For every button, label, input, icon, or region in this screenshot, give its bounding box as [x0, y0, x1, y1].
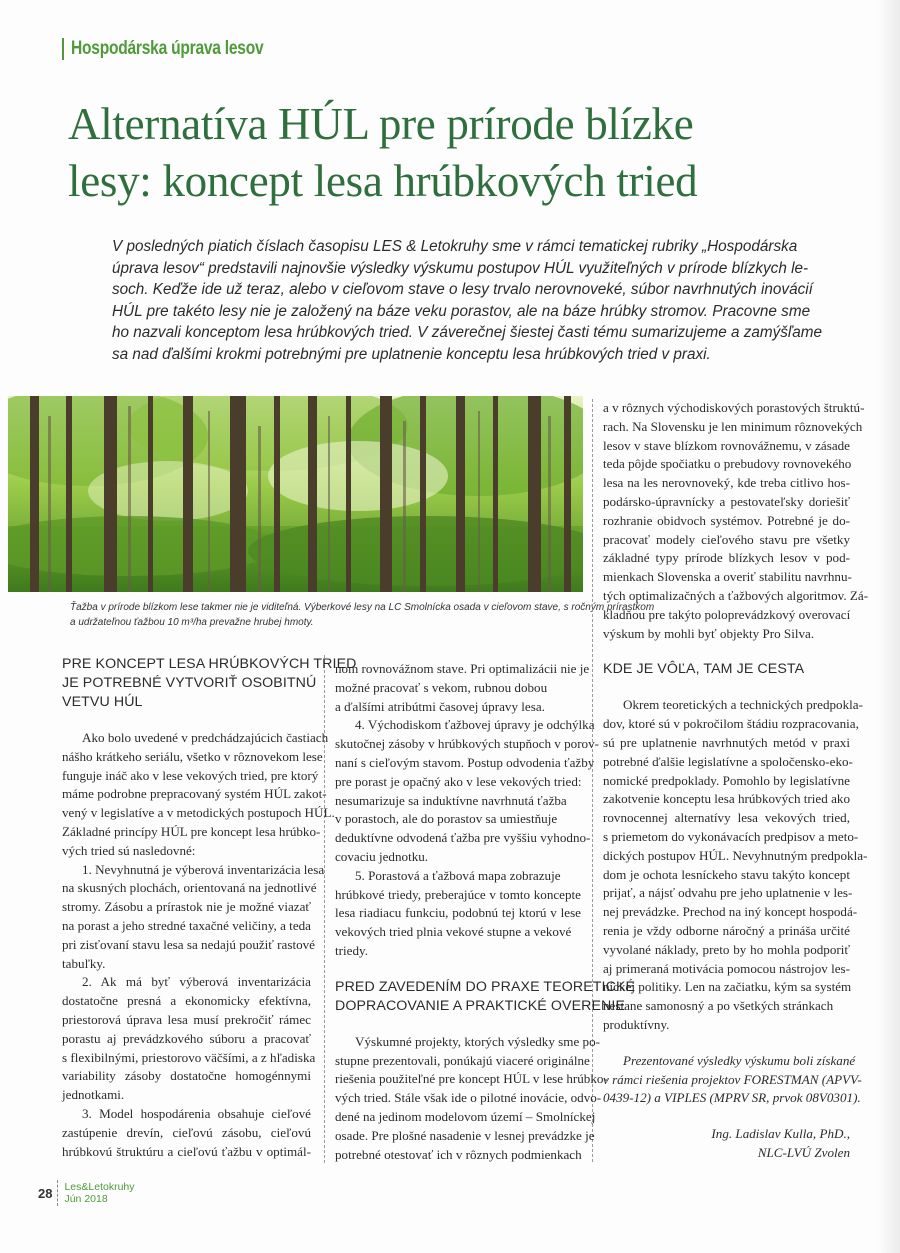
- text-line: nomické predpoklady. Pomohlo by legislatívne: [603, 772, 850, 788]
- paragraph: [603, 696, 868, 1034]
- text-line: skutočnej zásoby v hrúbkových stupňoch v porov-: [335, 736, 600, 752]
- paragraph: [335, 716, 600, 866]
- heading-line: KDE JE VÔĽA, TAM JE CESTA: [603, 661, 805, 678]
- text-line: v porastoch, ale do porastov sa umiestňuje: [335, 811, 558, 827]
- rubric-label: [62, 36, 306, 62]
- lead-line: ho nazvali konceptom lesa hrúbkových tried. V záverečnej šiestej časti tému sumarizujeme a zamýšľame: [112, 324, 822, 341]
- text-line: rach. Na Slovensku je len minimum rôznovekých: [603, 418, 863, 434]
- text-line: aj primeraná motivácia pomocou nástrojov les-: [603, 960, 850, 976]
- text-line: s priemetom do vykonávacích predpisov a meto-: [603, 828, 859, 844]
- lead-line: V posledných piatich číslach časopisu LES & Letokruhy sme v rámci tematickej rubriky „Hospodárska: [112, 238, 798, 255]
- page-footer: [38, 1180, 135, 1206]
- text-line: dov, ktoré sú v pokročilom štádiu rozpracovania,: [603, 716, 859, 732]
- spacer: [62, 712, 311, 729]
- paragraph: [62, 861, 325, 974]
- photo-caption: [70, 600, 655, 630]
- text-line: 5. Porastová a ťažbová mapa zobrazuje: [355, 867, 561, 883]
- text-line: na skusných plochách, orientovaná na jednotlivé: [62, 880, 317, 896]
- caption-line: a udržateľnou ťažbou 10 m³/ha prevažne hrubej hmoty.: [70, 617, 314, 628]
- text-line: a ďalšími atribútmi časovej úpravy lesa.: [335, 698, 545, 714]
- text-line: porastu aj prevádzkového súboru a pracovať: [62, 1030, 311, 1046]
- spacer: [335, 961, 581, 978]
- spacer: [603, 643, 850, 660]
- text-line: hrúbkové triedy, preberajúce v tomto koncepte: [335, 886, 581, 902]
- text-line: základné typy prírode blízkych lesov v pod-: [603, 550, 850, 566]
- author-affiliation: NLC-LVÚ Zvolen: [757, 1144, 850, 1160]
- paragraph: [62, 1105, 311, 1161]
- text-line: pre porast je opačný ako v lese vekových tried:: [335, 773, 582, 789]
- text-line: lesa na les nerovnoveký, kde treba citlivo hos-: [603, 475, 850, 491]
- text-line: možné pracovať s vekom, rubnou dobou: [335, 679, 548, 695]
- text-line: zakotvenie konceptu lesa hrúbkových tried ako: [603, 791, 850, 807]
- funding-note: [603, 1052, 862, 1108]
- text-line: na porast a jeho stredné taxačné veličiny, a teda: [62, 917, 311, 933]
- caption-line: Ťažba v prírode blízkom lese takmer nie je viditeľná. Výberkové lesy na LC Smolnícka osada v cieľovom stave, s ročným prírastkom: [70, 602, 655, 613]
- rubric-text: Hospodárska úprava lesov: [71, 38, 264, 59]
- lead-line: úprava lesov“ predstavili najnovšie výsledky výskumu postupov HÚL využiteľných v prírode blízkych le-: [112, 259, 809, 277]
- spacer: [335, 1016, 581, 1033]
- text-line: produktívny.: [603, 1016, 670, 1032]
- lead-line: sa nad ďalšími krokmi potrebnými pre uplatnenie konceptu lesa hrúbkových tried v praxi.: [112, 345, 711, 363]
- text-line: mienkach Slovenska a overiť stabilitu navrhnu-: [603, 569, 852, 585]
- text-line: nom rovnovážnom stave. Pri optimalizácii nie je: [335, 661, 590, 676]
- author-name: Ing. Ladislav Kulla, PhD.,: [711, 1126, 850, 1142]
- text-line: dené na jedinom modelovom území – Smolníckej: [335, 1108, 596, 1124]
- paragraph: [603, 399, 869, 643]
- text-line: vený v legislatíve a v metodických postupoch HÚL.: [62, 805, 335, 821]
- magazine-name: Les&Letokruhy: [64, 1181, 135, 1193]
- text-line: jednotkami.: [62, 1087, 125, 1103]
- text-column-2: [335, 660, 636, 1164]
- text-line: 0439-12) a VIPLES (MPRV SR, prvok 08V0301).: [603, 1090, 861, 1106]
- text-line: covaciu jednotku.: [335, 848, 429, 864]
- text-line: osade. Pre plošné nasadenie v lesnej prevádzke je: [335, 1127, 595, 1143]
- text-line: zastúpenie drevín, cieľovú zásobu, cieľovú: [62, 1124, 311, 1140]
- text-line: hrúbkovú štruktúru a cieľovú ťažbu v optimál-: [62, 1143, 311, 1159]
- text-line: pri zisťovaní stavu lesa sa nedajú použiť rastové: [62, 936, 315, 952]
- text-line: s flexibilnými, priestorovo väčšími, a z hľadiska: [62, 1049, 316, 1065]
- lead-line: HÚL pre takéto lesy nie je založený na báze veku porastov, ale na báze hrúbky stromov. Pracovne sme: [112, 302, 811, 320]
- text-line: priestorová úprava lesa musí prekročiť rámec: [62, 1011, 311, 1027]
- text-line: riešenia použiteľné pre koncept HÚL v lese hrúbko-: [335, 1071, 608, 1087]
- text-line: Výskumné projekty, ktorých výsledky sme po-: [355, 1033, 600, 1049]
- heading-line: DOPRACOVANIE A PRAKTICKÉ OVERENIE: [335, 997, 626, 1014]
- text-line: podársko-úpravnícky a pestovateľsky doriešiť: [603, 493, 850, 509]
- paragraph: [335, 867, 581, 961]
- text-line: dických postupov HÚL. Nevyhnutným predpokla-: [603, 847, 868, 863]
- text-line: níckej politiky. Len na začiatku, kým sa systém: [603, 979, 852, 995]
- section-heading: [603, 660, 850, 679]
- text-line: pracovať modely cieľového stavu pre všetky: [603, 531, 850, 547]
- text-line: Prezentované výsledky výskumu boli získané: [623, 1052, 856, 1068]
- title-line: Alternatíva HÚL pre prírode blízke: [68, 99, 694, 149]
- text-line: vekových tried plnia vekové stupne a vekové: [335, 924, 572, 940]
- footer-divider: [57, 1180, 59, 1206]
- spacer: [603, 1035, 850, 1052]
- text-line: Základné princípy HÚL pre koncept lesa hrúbko-: [62, 823, 321, 839]
- text-line: a v rôznych východiskových porastových štruktú-: [603, 400, 865, 415]
- forest-photo-illustration: [8, 396, 583, 592]
- text-line: 1. Nevyhnutná je výberová inventarizácia lesa: [82, 861, 325, 877]
- page-edge-shadow: [878, 0, 900, 1253]
- text-line: nesumarizuje sa induktívne navrhnutá ťažba: [335, 792, 567, 808]
- text-line: 4. Východiskom ťažbovej úpravy je odchýlka: [355, 717, 595, 733]
- text-line: vých tried sú nasledovné:: [62, 842, 196, 858]
- text-line: renia je vždy odborne náročný a prináša určité: [603, 922, 850, 938]
- author-signature: [603, 1125, 850, 1163]
- text-line: vých tried. Stále však ide o pilotné inovácie, odvo-: [335, 1090, 602, 1106]
- issue-date: Jún 2018: [64, 1193, 108, 1205]
- text-line: nestane samonosný a po všetkých stránkach: [603, 998, 834, 1014]
- spacer: [603, 679, 850, 696]
- text-line: tých optimalizačných a ťažbových algoritmov. Zá-: [603, 587, 869, 603]
- text-line: rozhranie obidvoch systémov. Potrebné je do-: [603, 512, 850, 528]
- paragraph: [335, 660, 590, 716]
- heading-line: VETVU HÚL: [62, 694, 143, 710]
- text-line: sú pre uplatnenie navrhnutých metód v praxi: [603, 734, 850, 750]
- text-line: lesa riadiacu funkciu, podobnú tej ktorú v lese: [335, 905, 581, 921]
- text-line: funguje ináč ako v lese vekových tried, pre ktorý: [62, 767, 319, 783]
- text-line: 2. Ak má byť výberová inventarizácia: [82, 974, 311, 990]
- lead-paragraph: [112, 236, 822, 365]
- text-line: rovnocennej alternatívy lesa vekových tried,: [603, 810, 850, 826]
- text-line: nášho krátkeho seriálu, všetko v rôznovekom lese: [62, 748, 323, 764]
- text-line: Okrem teoretických a technických predpokla-: [623, 697, 863, 713]
- text-line: Ako bolo uvedené v predchádzajúcich častiach: [82, 730, 329, 745]
- paragraph: [62, 729, 335, 861]
- rubric-bar: [62, 38, 64, 60]
- text-line: dostatočne presná a ekonomicky efektívna,: [62, 993, 311, 1009]
- text-line: 3. Model hospodárenia obsahuje cieľové: [82, 1105, 311, 1121]
- text-line: lesov v stave blízkom rovnovážnemu, v zásade: [603, 437, 850, 453]
- text-line: tabuľky.: [62, 955, 106, 971]
- text-line: triedy.: [335, 942, 368, 958]
- text-line: máme podrobne prepracovaný systém HÚL zakot-: [62, 786, 327, 802]
- text-line: stupne prezentovali, ponúkajú viaceré originálne: [335, 1052, 590, 1068]
- section-heading: [62, 655, 357, 712]
- text-line: potrebné otestovať ich v rôznych podmienkach: [335, 1146, 582, 1162]
- text-line: stromy. Zásobu a prírastok nie je možné viazať: [62, 899, 311, 915]
- lead-line: soch. Keďže ide už teraz, alebo v cieľovom stave o lesy trvalo nerovnoveké, súbor navrhnutých inovácií: [112, 281, 813, 298]
- paragraph: [335, 1033, 608, 1165]
- section-heading: [335, 978, 636, 1016]
- text-line: deduktívne odvodená ťažba pre vyššiu vyhodno-: [335, 830, 591, 846]
- heading-line: PRED ZAVEDENÍM DO PRAXE TEORETICKÉ: [335, 978, 636, 995]
- article-title: [68, 96, 868, 210]
- text-line: variability zásoby dostatočne homogénnymi: [62, 1068, 311, 1084]
- text-line: výskum by mohli byť objekty Pro Silva.: [603, 625, 815, 641]
- forest-photo: [8, 396, 583, 592]
- heading-line: JE POTREBNÉ VYTVORIŤ OSOBITNÚ: [62, 675, 317, 691]
- text-line: teda pôjde spočiatku o prebudovy rovnovekého: [603, 456, 852, 472]
- text-line: potrebné ďalšie legislatívne a spoločensko-eko-: [603, 753, 853, 769]
- page-number: 28: [38, 1185, 53, 1201]
- text-line: nej prevádzke. Prechod na iný koncept hospodá-: [603, 904, 858, 920]
- paragraph: [62, 973, 316, 1105]
- text-line: dom je ochota lesníckeho stavu takýto koncept: [603, 866, 850, 882]
- magazine-info: [64, 1181, 134, 1205]
- text-line: v rámci riešenia projektov FORESTMAN (APVV-: [603, 1071, 862, 1087]
- text-line: vyvolané náklady, preto by ho mohla podporiť: [603, 941, 850, 957]
- spacer: [603, 1108, 850, 1125]
- text-line: naní s cieľovým stavom. Postup odvodenia ťažby: [335, 754, 595, 770]
- text-column-3: [603, 399, 869, 1163]
- text-line: kladňou pre takýto poloprevádzkový overovací: [603, 606, 851, 622]
- title-line: lesy: koncept lesa hrúbkových tried: [68, 156, 698, 206]
- text-line: prijať, a nájsť odvahu pre jeho uplatnenie v les-: [603, 885, 853, 901]
- heading-line: PRE KONCEPT LESA HRÚBKOVÝCH TRIED: [62, 656, 357, 672]
